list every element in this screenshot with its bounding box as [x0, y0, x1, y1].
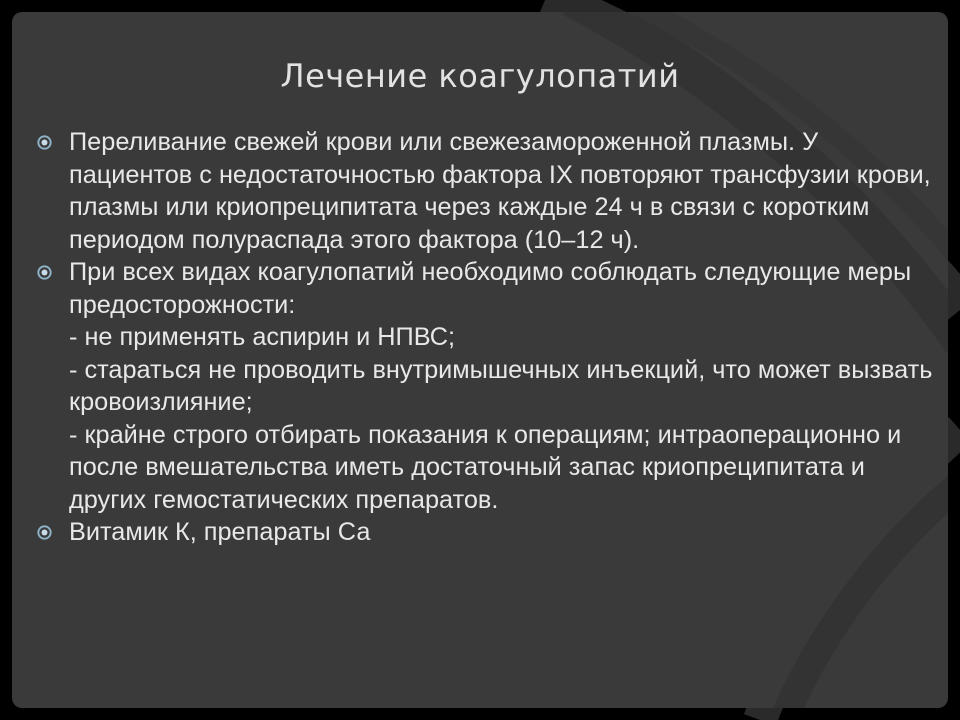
bullet-list — [36, 126, 936, 549]
bullet-text: Витамик К, препараты Са — [69, 518, 371, 546]
circle-target-bullet-icon — [37, 265, 52, 280]
circle-target-bullet-icon — [37, 525, 52, 540]
bullet-item — [36, 516, 936, 549]
circle-target-bullet-icon — [37, 135, 52, 150]
slide-title: Лечение коагулопатий — [280, 57, 680, 95]
bullet-text: При всех видах коагулопатий необходимо соблюдать следующие меры предосторожности: - не применять аспирин и НПВС; - стараться не проводить внутримышечных инъекций, что может вызвать кровоизлияние; - крайне строго отбирать показания к операциям; интраоперационно и после вмешательства иметь достаточный запас криопреципитата и других гемостатических препаратов. — [69, 258, 933, 514]
bullet-item — [36, 126, 936, 256]
content-panel — [12, 12, 948, 708]
bullet-item — [36, 256, 936, 516]
bullet-text: Переливание свежей крови или свежезамороженной плазмы. У пациентов с недостаточностью фактора IX повторяют трансфузии крови, плазмы или криопреципитата через каждые 24 ч в связи с коротким периодом полураспада этого фактора (10–12 ч). — [69, 128, 931, 254]
